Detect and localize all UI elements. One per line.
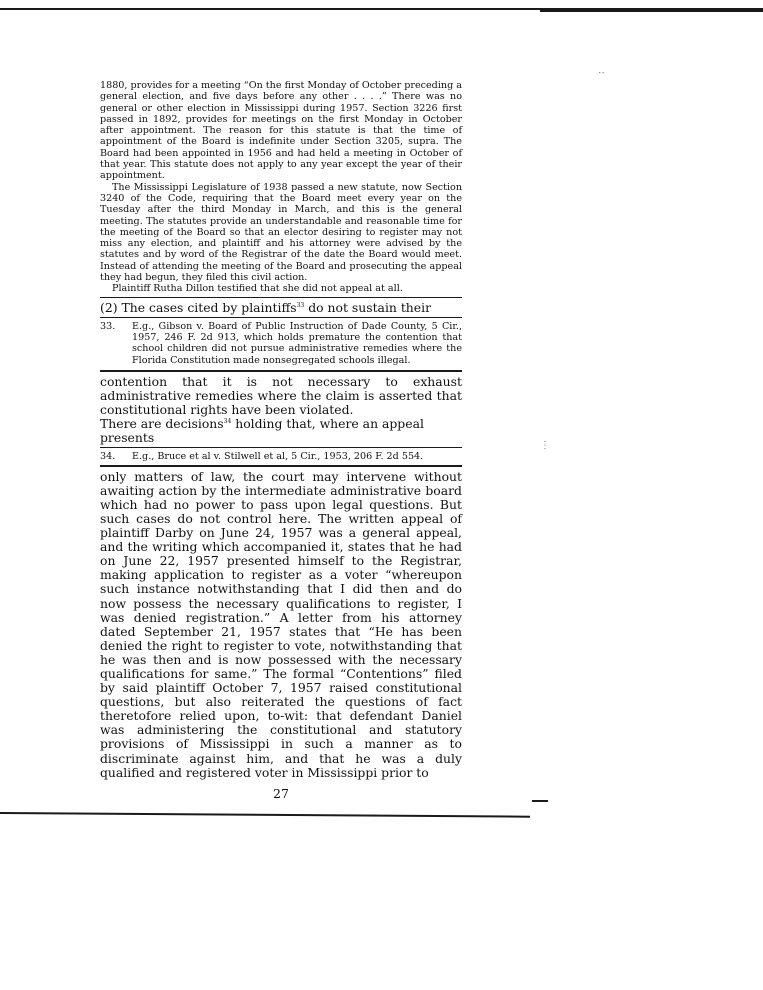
scan-speck: ⋅⋅ xyxy=(598,68,605,79)
footnote-end-divider xyxy=(100,465,462,467)
footnote-text: E.g., Bruce et al v. Stilwell et al, 5 Cir., 1953, 206 F. 2d 554. xyxy=(132,451,424,463)
paragraph-exhaust-remedies: contention that it is not necessary to exhaust administrative remedies where the claim is asserted that constitutional rights have been violated. xyxy=(100,373,462,418)
page-number: 27 xyxy=(273,785,289,801)
footnote-number: 34. xyxy=(100,451,116,463)
footnote-end-divider xyxy=(100,370,462,372)
top-scan-border-right xyxy=(540,10,763,12)
cases-cited-text: (2) The cases cited by plaintiffs xyxy=(100,299,297,315)
paragraph-registration-board-meetings: 1880, provides for a meeting “On the first Monday of October preceding a general election, and five days before any other . . . .” There was no general or other election in Mississippi during 1957. Section 3226 first passed in 1892, provides for meetings on the first Monday in October after appointment. The reason for this statute is that the time of appointment of the Board is indefinite under Section 3205, supra. The Board had been appointed in 1956 and had held a meeting in October of that year. This statute does not apply to any year except the year of their appointment. xyxy=(100,80,462,182)
paragraph-decisions xyxy=(100,417,462,445)
bottom-scan-border xyxy=(0,812,530,818)
footnote-divider xyxy=(100,317,462,318)
decisions-text-end: holding that, where an appeal presents xyxy=(100,416,424,446)
paragraph-rutha-dillon: Plaintiff Rutha Dillon testified that she did not appeal at all. xyxy=(112,283,403,295)
footnote-ref-34: 34 xyxy=(223,418,232,426)
document-page xyxy=(100,80,462,801)
section-divider xyxy=(100,297,462,298)
paragraph-cases-cited xyxy=(100,301,462,315)
footnote-text: E.g., Gibson v. Board of Public Instruction of Dade County, 5 Cir., 1957, 246 F. 2d 913, which holds premature the contention that school children did not pursue administrative remedies where the Florida Constitution made nonsegregated schools illegal. xyxy=(132,320,462,366)
footnote-number: 33. xyxy=(100,320,116,332)
footnote-33 xyxy=(100,321,462,366)
footnote-ref-33: 33 xyxy=(296,301,305,309)
footnote-divider xyxy=(100,447,462,448)
footnote-34 xyxy=(100,451,462,462)
bottom-scan-mark xyxy=(532,800,548,802)
cases-cited-text-end: do not sustain their xyxy=(304,299,431,315)
paragraph-legislature-1938: The Mississippi Legislature of 1938 passed a new statute, now Section 3240 of the Code, requiring that the Board meet every year on the Tuesday after the third Monday in March, and this is the general meeting. The statutes provide an understandable and reasonable time for the meeting of the Board so that an elector desiring to register may not miss any election, and plaintiff and his attorney were advised by the statutes and by word of the Registrar of the date the Board would meet. Instead of attending the meeting of the Board and prosecuting the appeal they had begun, they filed this civil action. xyxy=(100,181,462,284)
decisions-text: There are decisions xyxy=(100,416,224,432)
scan-speck: ⋮ xyxy=(540,440,550,451)
paragraph-matters-of-law: only matters of law, the court may intervene without awaiting action by the intermediate administrative board which had no power to pass upon legal questions. But such cases do not control here. The written appeal of plaintiff Darby on June 24, 1957 was a general appeal, and the writing which accompanied it, states that he had on June 22, 1957 presented himself to the Registrar, making application to register as a voter “whereupon such instance notwithstanding that I did then and do now possess the necessary qualifications to register, I was denied registration.” A letter from his attorney dated September 21, 1957 states that “He has been denied the right to register to vote, notwithstanding that he was then and is now possessed with the necessary qualifications for same.” The formal “Contentions” filed by said plaintiff October 7, 1957 raised constitutional questions, but also reiterated the questions of fact theretofore relied upon, to-wit: that defendant Daniel was administering the constitutional and statutory provisions of Mississippi in such a manner as to discriminate against him, and that he was a duly qualified and registered voter in Mississippi prior to xyxy=(100,468,462,780)
